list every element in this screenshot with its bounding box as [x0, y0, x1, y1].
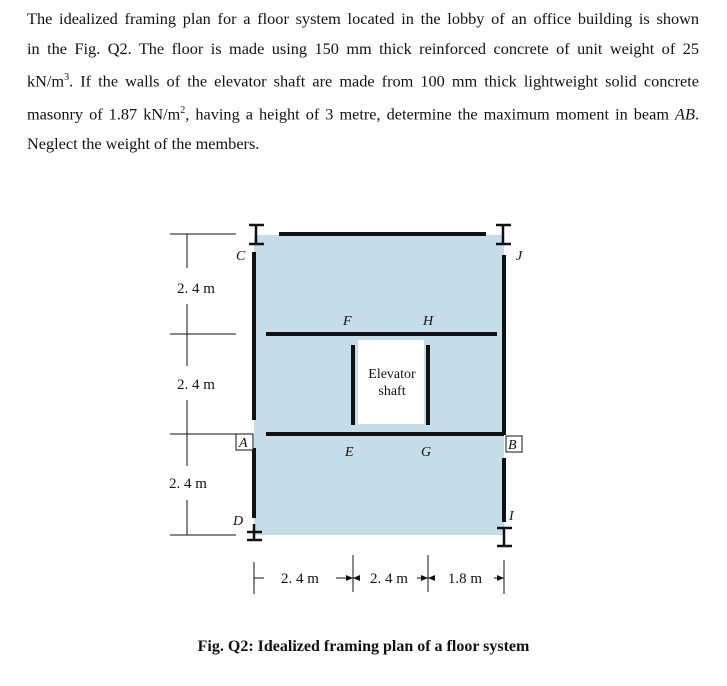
label-C: C — [236, 249, 246, 264]
label-H: H — [423, 314, 434, 329]
hdim-label-2: 2. 4 m — [370, 571, 408, 587]
hdim-label-3: 1.8 m — [447, 571, 483, 587]
elevator-label-line1: Elevator — [368, 367, 416, 382]
hdim-arrow-3 — [421, 575, 428, 581]
problem-line-2: in the Fig. Q2. The floor is made using 150 mm thick reinforced concrete of unit weight of 25 — [27, 38, 699, 58]
label-G: G — [421, 445, 432, 460]
superscript-3: 3 — [64, 72, 70, 83]
hdim-arrow-2 — [353, 575, 360, 581]
label-A: A — [239, 436, 248, 451]
label-B: B — [508, 438, 517, 453]
hdim-arrow-4 — [428, 575, 435, 581]
superscript-2: 2 — [180, 104, 186, 116]
label-D: D — [233, 514, 244, 529]
label-F: F — [343, 314, 352, 329]
period: . — [694, 104, 700, 124]
vdim-label-3: 2. 4 m — [169, 476, 207, 492]
hdim-label-1: 2. 4 m — [281, 571, 319, 587]
figure-caption: Fig. Q2: Idealized framing plan of a floor system — [197, 638, 530, 655]
unit-weight-unit: kN/m — [27, 71, 65, 91]
vdim-label-1: 2. 4 m — [177, 281, 215, 297]
problem-line-4-rest: , having a height of 3 metre, determine the maximum moment in beam — [185, 104, 676, 124]
label-J: J — [516, 249, 523, 264]
beam-ab-label: AB — [675, 104, 695, 124]
problem-line-5: Neglect the weight of the members. — [27, 133, 260, 153]
elevator-label-line2: shaft — [378, 384, 406, 399]
problem-line-3-rest: . If the walls of the elevator shaft are made from 100 mm thick lightweight solid concrete — [69, 71, 699, 91]
hdim-arrow-1 — [346, 575, 353, 581]
label-E: E — [345, 445, 354, 460]
problem-line-1: The idealized framing plan for a floor system located in the lobby of an office building is shown — [27, 9, 699, 28]
label-I: I — [509, 509, 514, 524]
hdim-arrow-5 — [497, 575, 504, 581]
vdim-label-2: 2. 4 m — [177, 377, 215, 393]
elevator-shaft-box — [358, 340, 424, 424]
masonry-load: masonry of 1.87 kN/m — [27, 104, 181, 124]
